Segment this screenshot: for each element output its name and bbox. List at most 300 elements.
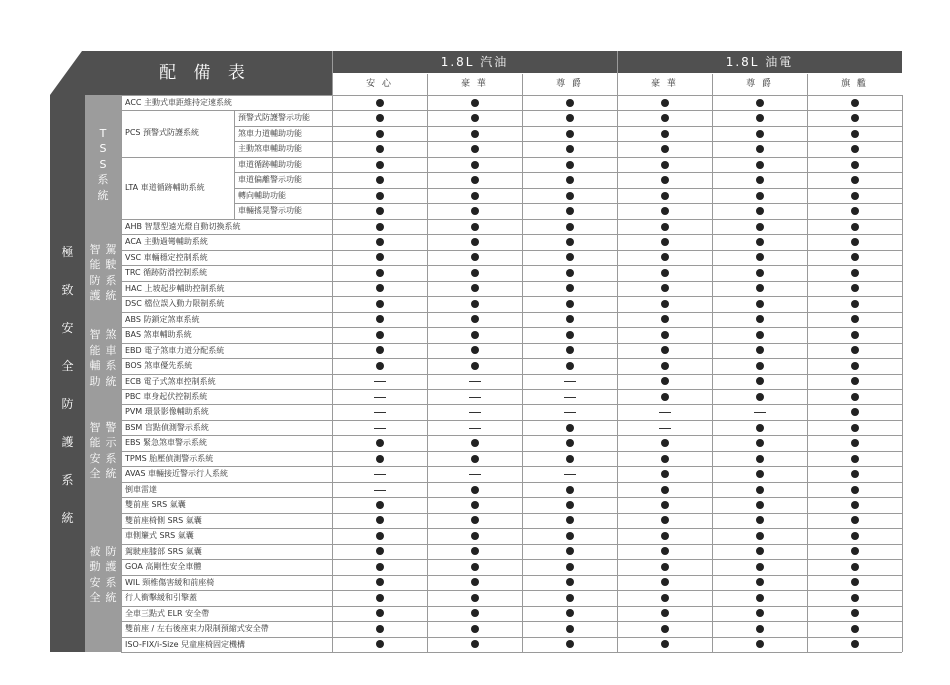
included-dot — [756, 161, 764, 169]
sub-category-smart-warn — [85, 404, 121, 497]
included-dot — [471, 130, 479, 138]
included-dot — [661, 223, 669, 231]
included-dot — [661, 470, 669, 478]
included-dot — [566, 192, 574, 200]
grid-line — [121, 451, 902, 452]
feature-label: 車輛搖晃警示功能 — [238, 206, 302, 216]
grid-line — [522, 95, 523, 652]
included-dot — [566, 346, 574, 354]
included-dot — [661, 284, 669, 292]
included-dot — [376, 547, 384, 555]
included-dot — [756, 176, 764, 184]
trim-header-divider — [712, 74, 713, 95]
included-dot — [566, 161, 574, 169]
not-available-dash — [564, 397, 576, 398]
page-title: 配 備 表 — [159, 63, 251, 83]
included-dot — [566, 253, 574, 261]
included-dot — [376, 578, 384, 586]
feature-group-label: LTA 車道循跡輔助系統 — [125, 182, 205, 192]
not-available-dash — [374, 428, 386, 429]
included-dot — [661, 207, 669, 215]
included-dot — [851, 176, 859, 184]
included-dot — [661, 176, 669, 184]
included-dot — [756, 99, 764, 107]
included-dot — [471, 145, 479, 153]
included-dot — [851, 408, 859, 416]
feature-label: 主動煞車輔助功能 — [238, 144, 302, 154]
included-dot — [376, 238, 384, 246]
included-dot — [851, 455, 859, 463]
included-dot — [851, 377, 859, 385]
grid-line — [121, 219, 902, 220]
included-dot — [661, 331, 669, 339]
included-dot — [661, 269, 669, 277]
included-dot — [471, 114, 479, 122]
feature-label: 車道循跡輔助功能 — [238, 159, 302, 169]
included-dot — [756, 594, 764, 602]
included-dot — [566, 207, 574, 215]
grid-line — [121, 95, 122, 652]
sub-category-smart-brake — [85, 312, 121, 405]
main-category-char: 防 — [61, 397, 74, 411]
included-dot — [661, 594, 669, 602]
grid-line — [234, 141, 902, 142]
grid-line — [121, 590, 902, 591]
feature-label: HAC 上坡起步輔助控制系統 — [125, 283, 225, 293]
included-dot — [756, 424, 764, 432]
included-dot — [756, 439, 764, 447]
feature-label: EBD 電子煞車力道分配系統 — [125, 345, 225, 355]
included-dot — [376, 346, 384, 354]
included-dot — [376, 315, 384, 323]
included-dot — [566, 625, 574, 633]
included-dot — [471, 625, 479, 633]
included-dot — [376, 207, 384, 215]
included-dot — [661, 253, 669, 261]
feature-label: 車側簾式 SRS 氣囊 — [125, 531, 194, 541]
included-dot — [376, 455, 384, 463]
included-dot — [851, 563, 859, 571]
included-dot — [471, 192, 479, 200]
grid-line — [121, 420, 902, 421]
included-dot — [566, 455, 574, 463]
feature-label: GOA 高剛性安全車體 — [125, 562, 202, 572]
grid-line — [121, 621, 902, 622]
feature-label: ACA 主動過彎輔助系統 — [125, 237, 208, 247]
feature-label: PVM 環景影像輔助系統 — [125, 407, 209, 417]
grid-line — [121, 482, 902, 483]
not-available-dash — [469, 474, 481, 475]
included-dot — [851, 424, 859, 432]
included-dot — [756, 269, 764, 277]
included-dot — [661, 455, 669, 463]
sub-category-label: 駕 駛 系 統 — [105, 242, 117, 303]
included-dot — [471, 315, 479, 323]
included-dot — [376, 192, 384, 200]
not-available-dash — [469, 428, 481, 429]
sub-category-label: T S S 系 統 — [97, 126, 109, 202]
included-dot — [566, 439, 574, 447]
not-available-dash — [659, 412, 671, 413]
included-dot — [756, 207, 764, 215]
included-dot — [471, 609, 479, 617]
not-available-dash — [564, 381, 576, 382]
included-dot — [756, 578, 764, 586]
included-dot — [756, 315, 764, 323]
included-dot — [566, 114, 574, 122]
grid-line — [234, 203, 902, 204]
sub-category-label: 智 能 安 全 — [89, 420, 101, 481]
included-dot — [661, 640, 669, 648]
included-dot — [756, 300, 764, 308]
included-dot — [471, 547, 479, 555]
included-dot — [756, 486, 764, 494]
included-dot — [756, 377, 764, 385]
included-dot — [756, 563, 764, 571]
trim-header-label: 尊 爵 — [556, 79, 583, 89]
included-dot — [566, 486, 574, 494]
not-available-dash — [374, 412, 386, 413]
grid-line — [902, 95, 903, 652]
included-dot — [471, 207, 479, 215]
feature-label: ACC 主動式車距維持定速系統 — [125, 98, 233, 107]
included-dot — [566, 362, 574, 370]
included-dot — [471, 284, 479, 292]
feature-group-label: PCS 預警式防護系統 — [125, 128, 200, 138]
feature-label: WIL 頸椎傷害緩和前座椅 — [125, 577, 215, 587]
included-dot — [566, 223, 574, 231]
feature-label: EBS 緊急煞車警示系統 — [125, 438, 208, 448]
not-available-dash — [374, 490, 386, 491]
included-dot — [566, 315, 574, 323]
grid-line — [121, 497, 902, 498]
included-dot — [756, 114, 764, 122]
included-dot — [661, 114, 669, 122]
sub-category-tss — [85, 95, 121, 234]
feature-label: VSC 車輛穩定控制系統 — [125, 252, 208, 262]
grid-line — [332, 95, 333, 652]
included-dot — [661, 625, 669, 633]
feature-label: AVAS 車輛接近警示行人系統 — [125, 469, 229, 479]
not-available-dash — [754, 412, 766, 413]
sub-category-label: 警 示 系 統 — [105, 420, 117, 481]
included-dot — [851, 486, 859, 494]
included-dot — [851, 300, 859, 308]
not-available-dash — [469, 381, 481, 382]
included-dot — [471, 640, 479, 648]
trim-header-divider — [427, 74, 428, 95]
feature-label: 預警式防護警示功能 — [238, 113, 310, 123]
included-dot — [376, 176, 384, 184]
included-dot — [756, 130, 764, 138]
included-dot — [661, 547, 669, 555]
included-dot — [376, 223, 384, 231]
feature-label: ABS 防鎖定煞車系統 — [125, 314, 200, 324]
included-dot — [756, 640, 764, 648]
included-dot — [851, 161, 859, 169]
not-available-dash — [469, 412, 481, 413]
grid-line — [121, 343, 902, 344]
not-available-dash — [469, 397, 481, 398]
included-dot — [471, 346, 479, 354]
grid-line — [121, 435, 902, 436]
included-dot — [661, 161, 669, 169]
included-dot — [566, 331, 574, 339]
trim-header-divider — [522, 74, 523, 95]
included-dot — [566, 532, 574, 540]
included-dot — [661, 145, 669, 153]
trim-header-label: 旗 艦 — [841, 79, 868, 89]
sub-category-label: 智 能 輔 助 — [89, 328, 101, 388]
main-category-char: 極 — [61, 245, 74, 259]
feature-label: 雙前座椅側 SRS 氣囊 — [125, 515, 202, 525]
included-dot — [376, 563, 384, 571]
feature-label: 駕駛座膝部 SRS 氣囊 — [125, 546, 202, 556]
grid-line — [712, 95, 713, 652]
included-dot — [851, 609, 859, 617]
main-category-char: 全 — [61, 359, 74, 373]
included-dot — [851, 578, 859, 586]
included-dot — [661, 609, 669, 617]
table-body — [50, 95, 902, 652]
included-dot — [851, 238, 859, 246]
grid-line — [234, 172, 902, 173]
included-dot — [661, 99, 669, 107]
included-dot — [471, 532, 479, 540]
included-dot — [851, 145, 859, 153]
included-dot — [376, 145, 384, 153]
included-dot — [471, 362, 479, 370]
included-dot — [566, 284, 574, 292]
grid-line — [807, 95, 808, 652]
included-dot — [661, 563, 669, 571]
included-dot — [661, 393, 669, 401]
included-dot — [376, 640, 384, 648]
included-dot — [756, 532, 764, 540]
main-category-char: 致 — [61, 283, 74, 297]
grid-line — [121, 575, 902, 576]
grid-line — [121, 528, 902, 529]
grid-line — [121, 513, 902, 514]
grid-line — [121, 265, 902, 266]
included-dot — [661, 315, 669, 323]
group-header-label: 1.8L 汽油 — [440, 55, 509, 69]
grid-line — [121, 389, 902, 390]
feature-label: 轉向輔助功能 — [238, 190, 286, 200]
grid-line — [121, 404, 902, 405]
included-dot — [376, 362, 384, 370]
included-dot — [756, 346, 764, 354]
not-available-dash — [374, 474, 386, 475]
included-dot — [756, 625, 764, 633]
included-dot — [756, 253, 764, 261]
trim-header-label: 尊 爵 — [746, 79, 773, 89]
included-dot — [376, 99, 384, 107]
feature-label: BAS 煞車輔助系統 — [125, 330, 192, 340]
included-dot — [566, 547, 574, 555]
grid-line — [121, 358, 902, 359]
trim-header-divider — [807, 74, 808, 95]
included-dot — [851, 269, 859, 277]
feature-label: PBC 車身起伏控制系統 — [125, 391, 208, 401]
included-dot — [851, 223, 859, 231]
sub-category-label: 被 動 安 全 — [89, 544, 101, 605]
included-dot — [471, 161, 479, 169]
included-dot — [376, 269, 384, 277]
included-dot — [376, 300, 384, 308]
included-dot — [661, 377, 669, 385]
grid-line — [121, 312, 902, 313]
grid-line — [427, 95, 428, 652]
included-dot — [661, 501, 669, 509]
included-dot — [851, 470, 859, 478]
included-dot — [851, 114, 859, 122]
included-dot — [566, 594, 574, 602]
feature-label: ECB 電子式煞車控制系統 — [125, 376, 216, 386]
grid-line — [121, 296, 902, 297]
sub-category-label: 防 護 系 統 — [105, 544, 117, 605]
trim-header-label: 安 心 — [366, 79, 393, 89]
included-dot — [566, 578, 574, 586]
included-dot — [471, 176, 479, 184]
feature-label: 煞車力道輔助功能 — [238, 128, 302, 138]
not-available-dash — [374, 381, 386, 382]
grid-line — [121, 95, 902, 96]
included-dot — [566, 424, 574, 432]
included-dot — [661, 362, 669, 370]
included-dot — [661, 300, 669, 308]
feature-label: 車道偏離警示功能 — [238, 175, 302, 185]
sub-category-smart-drive — [85, 234, 121, 311]
included-dot — [376, 439, 384, 447]
trim-header-label: 豪 華 — [461, 79, 488, 89]
included-dot — [376, 625, 384, 633]
included-dot — [471, 300, 479, 308]
grid-line — [121, 234, 902, 235]
included-dot — [756, 609, 764, 617]
group-header-label: 1.8L 油電 — [725, 55, 794, 69]
included-dot — [471, 486, 479, 494]
included-dot — [756, 547, 764, 555]
header-divider — [332, 51, 333, 95]
spec-sheet — [50, 51, 902, 652]
included-dot — [471, 99, 479, 107]
header-divider — [617, 51, 618, 95]
not-available-dash — [564, 474, 576, 475]
grid-line — [121, 110, 902, 111]
grid-line — [121, 157, 902, 158]
included-dot — [661, 532, 669, 540]
not-available-dash — [564, 412, 576, 413]
included-dot — [851, 207, 859, 215]
grid-line — [121, 250, 902, 251]
grid-line — [121, 652, 902, 653]
included-dot — [376, 594, 384, 602]
included-dot — [851, 130, 859, 138]
grid-line — [234, 110, 235, 156]
included-dot — [661, 238, 669, 246]
included-dot — [376, 161, 384, 169]
included-dot — [851, 532, 859, 540]
included-dot — [376, 284, 384, 292]
included-dot — [851, 253, 859, 261]
included-dot — [566, 238, 574, 246]
included-dot — [471, 594, 479, 602]
included-dot — [566, 609, 574, 617]
included-dot — [566, 563, 574, 571]
included-dot — [471, 563, 479, 571]
included-dot — [756, 238, 764, 246]
feature-label: 行人衝擊緩和引擎蓋 — [125, 593, 197, 603]
main-category-char: 護 — [61, 435, 74, 449]
included-dot — [566, 640, 574, 648]
included-dot — [661, 578, 669, 586]
grid-line — [234, 126, 902, 127]
trim-header-label: 豪 華 — [651, 79, 678, 89]
included-dot — [851, 346, 859, 354]
feature-label: DSC 檔位誤入動力限制系統 — [125, 299, 225, 309]
grid-line — [121, 466, 902, 467]
included-dot — [376, 253, 384, 261]
included-dot — [471, 439, 479, 447]
included-dot — [566, 130, 574, 138]
included-dot — [851, 640, 859, 648]
included-dot — [471, 253, 479, 261]
included-dot — [471, 578, 479, 586]
sub-category-passive — [85, 497, 121, 652]
included-dot — [851, 315, 859, 323]
included-dot — [851, 439, 859, 447]
grid-line — [121, 374, 902, 375]
included-dot — [851, 192, 859, 200]
included-dot — [851, 594, 859, 602]
included-dot — [756, 145, 764, 153]
included-dot — [471, 223, 479, 231]
included-dot — [566, 176, 574, 184]
feature-label: TRC 循跡防滑控制系統 — [125, 268, 208, 278]
included-dot — [566, 300, 574, 308]
included-dot — [661, 486, 669, 494]
included-dot — [756, 455, 764, 463]
grid-line — [121, 544, 902, 545]
included-dot — [851, 547, 859, 555]
included-dot — [756, 362, 764, 370]
included-dot — [661, 130, 669, 138]
included-dot — [376, 114, 384, 122]
included-dot — [471, 331, 479, 339]
included-dot — [756, 393, 764, 401]
included-dot — [851, 331, 859, 339]
grid-line — [234, 188, 902, 189]
grid-line — [617, 95, 618, 652]
grid-line — [121, 281, 902, 282]
feature-label: AHB 智慧型遠光燈自動切換系統 — [125, 221, 241, 231]
grid-line — [121, 327, 902, 328]
included-dot — [851, 625, 859, 633]
included-dot — [566, 145, 574, 153]
grid-line — [121, 559, 902, 560]
included-dot — [471, 269, 479, 277]
included-dot — [756, 331, 764, 339]
included-dot — [851, 99, 859, 107]
included-dot — [471, 455, 479, 463]
feature-label: 全車三點式 ELR 安全帶 — [125, 608, 210, 618]
main-category-char: 系 — [61, 473, 74, 487]
feature-label: TPMS 胎壓偵測警示系統 — [125, 453, 214, 463]
included-dot — [566, 99, 574, 107]
included-dot — [376, 331, 384, 339]
included-dot — [471, 501, 479, 509]
